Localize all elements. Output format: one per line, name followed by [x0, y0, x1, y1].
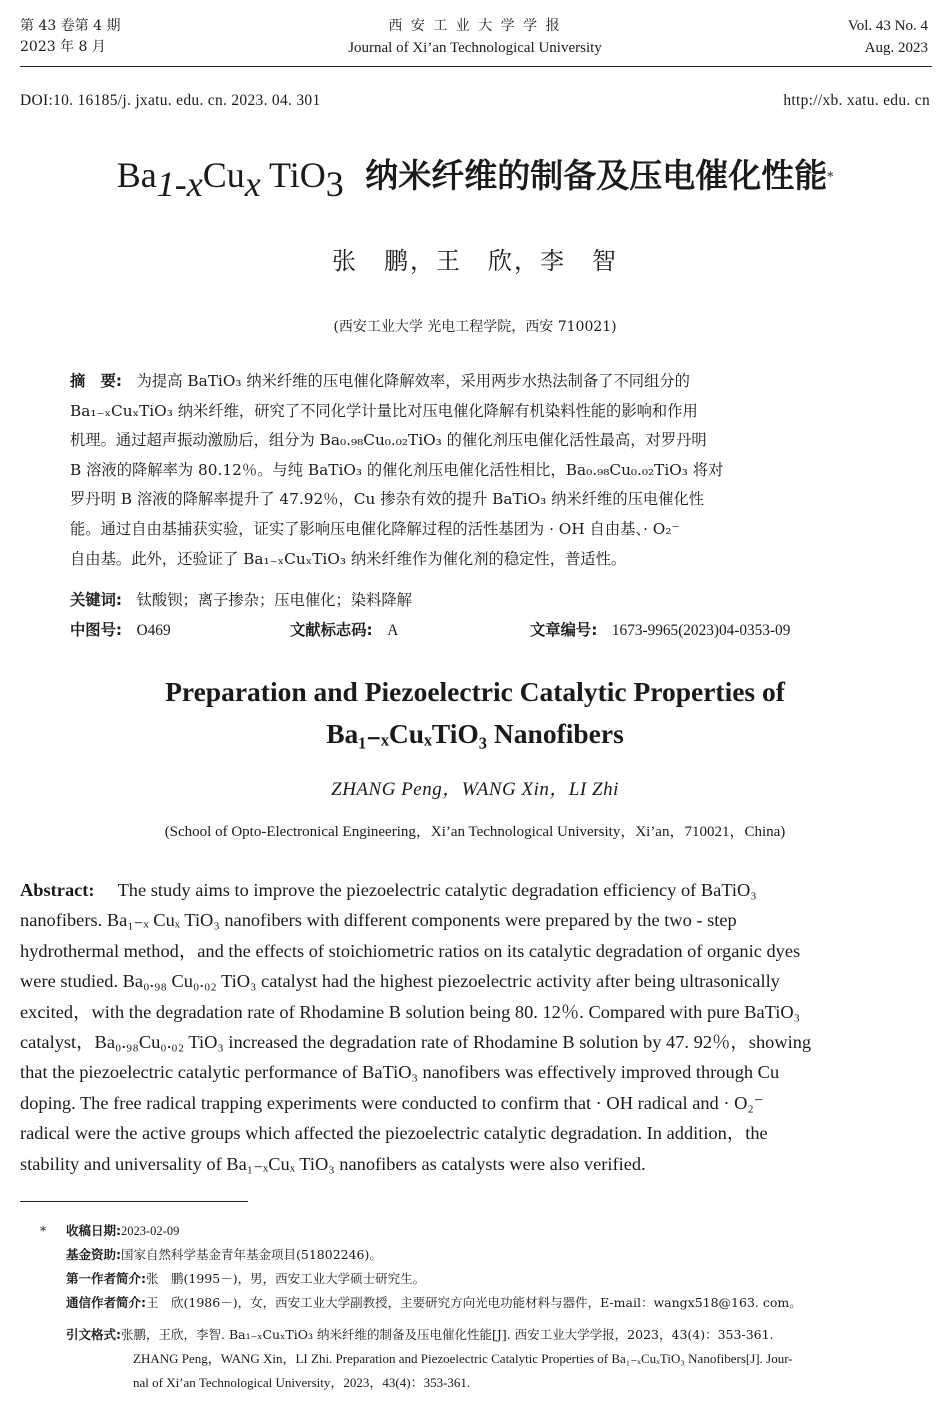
citation-en-line1: ZHANG Peng，WANG Xin，LI Zhi. Preparation and Piezoelectric Catalytic Properties of Ba₁₋ₓCuₓTiO₃ Nanofibers[J]. Jour-: [133, 1351, 793, 1366]
affiliation-cn: (西安工业大学 光电工程学院，西安 710021): [333, 319, 617, 335]
corresponding-author-info: 通信作者简介:王 欣(1986－)，女，西安工业大学副教授，主要研究方向光电功能材料与器件，E-mail：wangx518@163. com。: [66, 1295, 802, 1310]
abstract-cn: 摘 要: 为提高 BaTiO₃ 纳米纤维的压电催化降解效率，采用两步水热法制备了不同组分的 Ba₁₋ₓCuₓTiO₃ 纳米纤维，研究了不同化学计量比对压电催化降解有机染料性能的影响和作用 机理。通过超声振动激励后，组分为 Ba₀.₉₈Cu₀.₀₂TiO₃ 的催化剂压电催化活性最高，对罗丹明 B 溶液的降解率为 80.12％。与纯 BaTiO₃ 的催化剂压电催化活性相比，Ba₀.₉₈Cu₀.₀₂TiO₃ 将对 罗丹明 B 溶液的降解率提升了 47.92％，Cu 掺杂有效的提升 BaTiO₃ 纳米纤维的压电催化性 能。通过自由基捕获实验，证实了影响压电催化降解过程的活性基团为 · OH 自由基、· O₂⁻ 自由基。此外，还验证了 Ba₁₋ₓCuₓTiO₃ 纳米纤维作为催化剂的稳定性，普适性。: [70, 372, 724, 568]
header-rule: [20, 66, 932, 67]
affiliation-en: (School of Opto-Electronical Engineering，Xi’an Technological University，Xi’an，710021，China): [164, 824, 786, 840]
clc-number: 中图号: O469: [70, 621, 171, 639]
received-date: 收稿日期:2023-02-09: [66, 1223, 180, 1238]
abstract-en-label: Abstract:: [20, 880, 95, 900]
article-id: 文章编号: 1673-9965(2023)04-0353-09: [530, 621, 791, 639]
fund-info: 基金资助:国家自然科学基金青年基金项目(51802246)。: [66, 1247, 382, 1262]
abstract-en: Abstract: The study aims to improve the piezoelectric catalytic degradation efficiency of BaTiO₃ nanofibers. Ba₁₋ₓ Cuₓ TiO₃ nanofibers with different components were prepared by the two - step hydrothermal method，and the effects of stoichiometric ratios on its catalytic degradation of organic dyes were studied. Ba₀.₉₈ Cu₀.₀₂ TiO₃ catalyst had the highest piezoelectric activity after being ultrasonically excited，with the degradation rate of Rhodamine B solution being 80. 12％. Compared with pure BaTiO₃ catalyst，Ba₀.₉₈Cu₀.₀₂ TiO₃ increased the degradation rate of Rhodamine B solution by 47. 92％，showing that the piezoelectric catalytic performance of BaTiO₃ nanofibers was effectively improved through Cu doping. The free radical trapping experiments were conducted to confirm that · OH radical and · O₂⁻ radical were the active groups which affected the piezoelectric catalytic degradation. In addition，the stability and universality of Ba₁₋ₓCuₓ TiO₃ nanofibers as catalysts were also verified.: [20, 880, 812, 1174]
document-code: 文献标志码: A: [290, 621, 399, 639]
date-en: Aug. 2023: [864, 40, 928, 56]
title-cn: $Ba_{1-x}Cu_x$ TiO$_3$ 纳米纤维的制备及压电催化性能*: [116, 155, 834, 204]
volume-issue-en: Vol. 43 No. 4: [847, 18, 928, 34]
doi: DOI:10. 16185/j. jxatu. edu. cn. 2023. 04. 301: [20, 92, 321, 109]
title-en-line1: Preparation and Piezoelectric Catalytic Properties of: [165, 676, 785, 707]
title-en-line2: Ba₁₋ₓCuₓTiO₃ Nanofibers: [326, 718, 624, 749]
journal-url: http://xb. xatu. edu. cn: [783, 92, 930, 109]
keywords: 关键词: 钛酸钡；离子掺杂；压电催化；染料降解: [70, 591, 412, 609]
date-cn: 2023 年 8 月: [20, 39, 106, 55]
citation-cn: 引文格式:张鹏，王欣，李智. Ba₁₋ₓCuₓTiO₃ 纳米纤维的制备及压电催化性能[J]. 西安工业大学学报，2023，43(4)：353-361.: [66, 1327, 774, 1342]
authors-cn: 张 鹏，王 欣，李 智: [332, 247, 618, 275]
footnote-star: *: [40, 1223, 47, 1238]
volume-issue-cn: 第 43 卷第 4 期: [20, 18, 121, 34]
journal-name-cn: 西 安 工 业 大 学 学 报: [388, 18, 562, 34]
authors-en: ZHANG Peng，WANG Xin，LI Zhi: [331, 779, 619, 800]
journal-name-en: Journal of Xi’an Technological University: [348, 40, 602, 56]
citation-en-line2: nal of Xi’an Technological University，2023，43(4)：353-361.: [133, 1375, 471, 1390]
abstract-cn-label: 摘 要:: [70, 372, 123, 390]
first-author-info: 第一作者简介:张 鹏(1995－)，男，西安工业大学硕士研究生。: [66, 1271, 426, 1286]
footnote-rule: [20, 1201, 248, 1202]
